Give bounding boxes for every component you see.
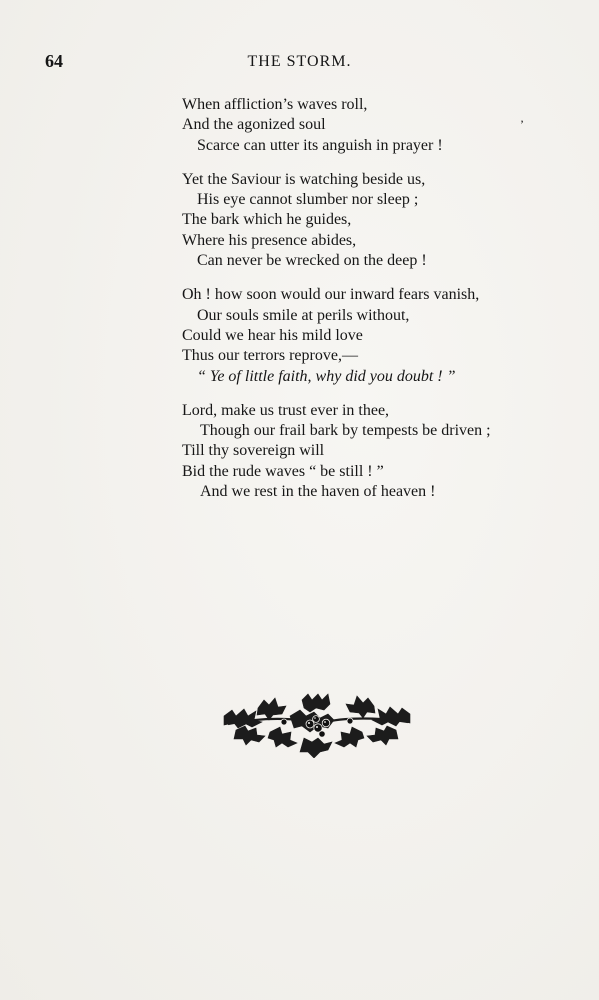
page-number: 64 — [45, 51, 63, 71]
running-title: THE STORM. — [247, 53, 352, 70]
poem-line: Bid the rude waves “ be still ! ” — [182, 462, 384, 480]
poem-line: Oh ! how soon would our inward fears vanish, — [182, 286, 480, 304]
stray-print-mark: ’ — [520, 117, 524, 131]
poem-line: His eye cannot slumber nor sleep ; — [197, 191, 419, 209]
poem-line: Till thy sovereign will — [182, 442, 325, 460]
poem-line-quotation: “ Ye of little faith, why did you doubt ! ” — [197, 367, 456, 385]
poem-line: And we rest in the haven of heaven ! — [200, 483, 436, 501]
stanza — [182, 401, 592, 502]
poem-line: Scarce can utter its anguish in prayer ! — [197, 136, 443, 154]
poem-line: Though our frail bark by tempests be driven ; — [200, 422, 491, 440]
stanza — [182, 170, 592, 271]
poem-line: Thus our terrors reprove,— — [182, 347, 358, 365]
poem-line: Where his presence abides, — [182, 231, 357, 249]
holly-sprig-ornament-icon — [218, 686, 416, 758]
poem-line: Yet the Saviour is watching beside us, — [182, 170, 426, 188]
poem-line: Could we hear his mild love — [182, 326, 363, 344]
poem — [182, 95, 592, 516]
stanza — [182, 285, 592, 386]
poem-line: When affliction’s waves roll, — [182, 96, 368, 113]
stanza — [182, 95, 592, 156]
poem-line: The bark which he guides, — [182, 211, 352, 229]
poem-line: Can never be wrecked on the deep ! — [197, 252, 427, 270]
poem-line: And the agonized soul — [182, 116, 326, 134]
poem-line: Our souls smile at perils without, — [197, 306, 410, 324]
poem-line: Lord, make us trust ever in thee, — [182, 401, 390, 419]
